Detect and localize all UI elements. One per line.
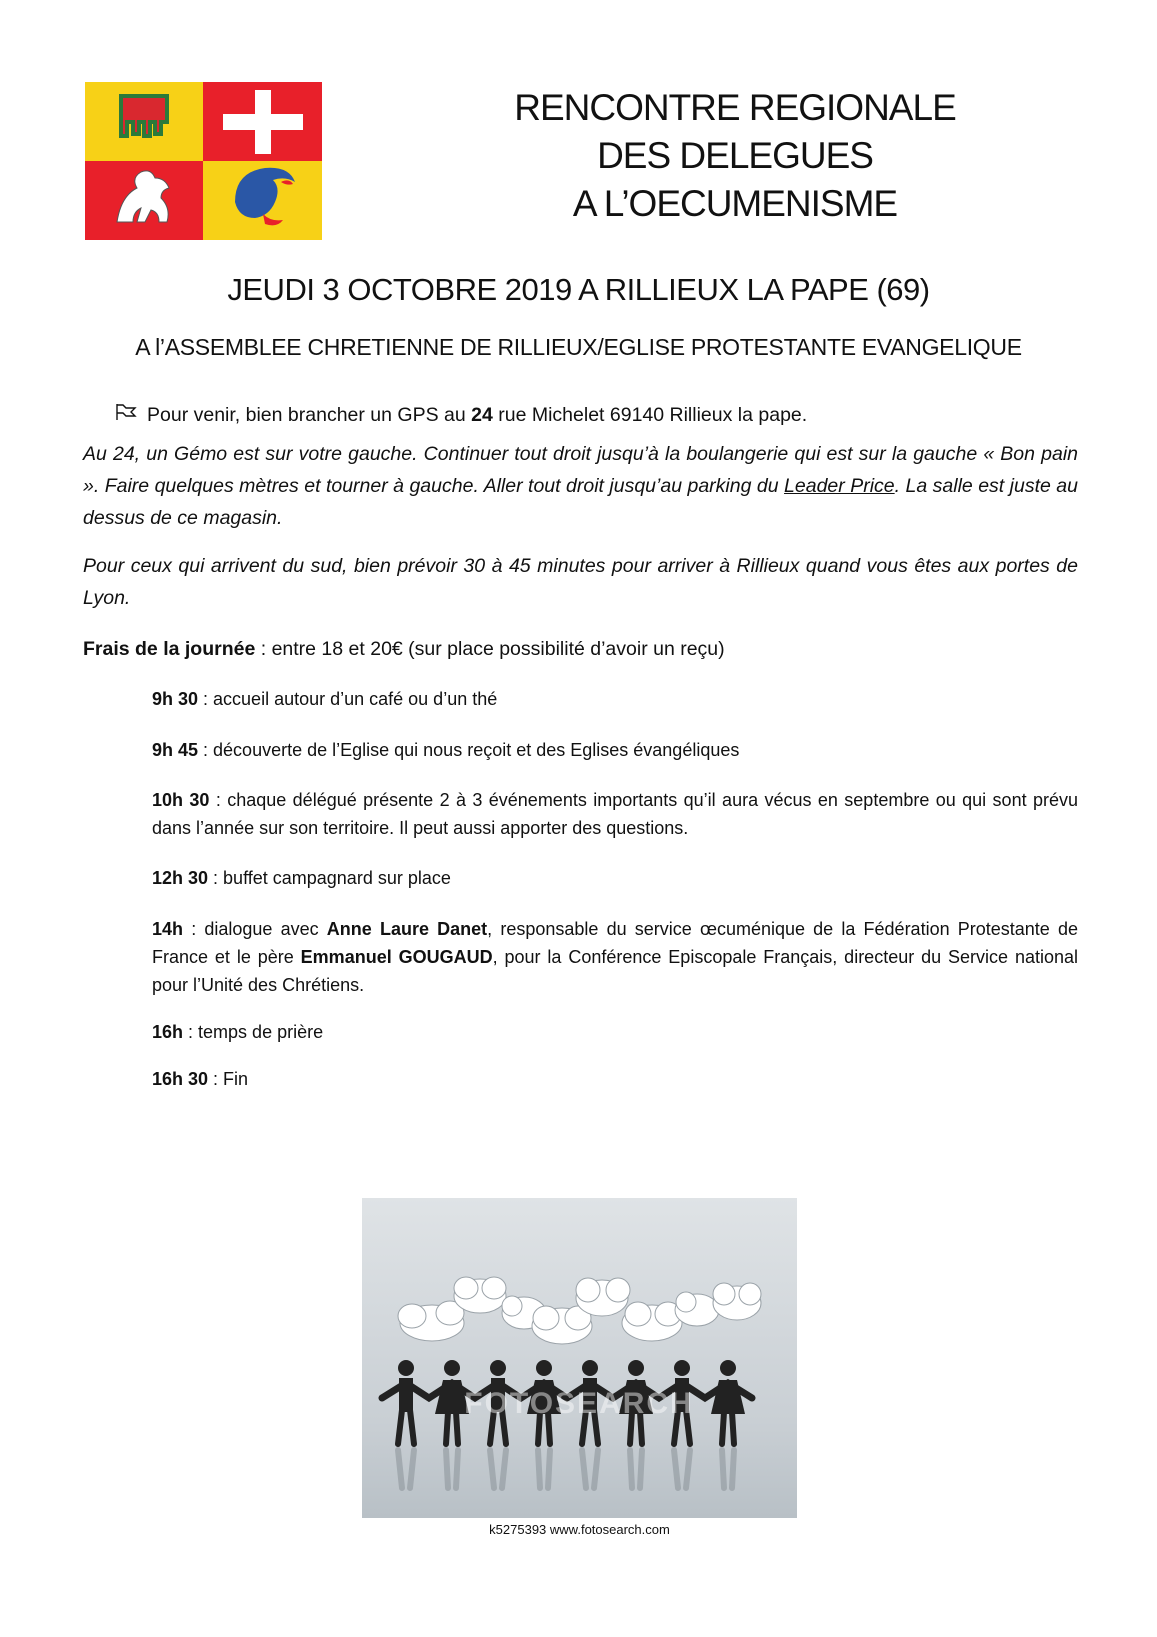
title-line-2: DES DELEGUES <box>597 135 873 176</box>
schedule-text: : accueil autour d’un café ou d’un thé <box>198 689 498 709</box>
title-line-1: RENCONTRE REGIONALE <box>514 87 956 128</box>
schedule-item-4 <box>152 864 1078 892</box>
schedule-item-5 <box>152 915 1078 999</box>
schedule-item-3 <box>152 786 1078 842</box>
schedule-time: 9h 30 <box>152 689 199 709</box>
schedule-time: 14h <box>152 919 184 939</box>
gps-number: 24 <box>471 404 493 426</box>
route-text: Au 24, un Gémo est sur votre gauche. Continuer tout droit jusqu’à la boulangerie qui est sur la gauche « Bon pain ». Faire quelques mètres et tourner à gauche. Aller tout droit jusqu’au parking du <box>83 443 1078 497</box>
schedule-text: , pour la Conférence Episcopale Français, directeur du Service national pour l’Unité des Chrétiens. <box>152 947 1079 995</box>
document-title <box>420 84 1050 228</box>
gps-text-pre: Pour venir, bien brancher un GPS au <box>147 404 472 426</box>
schedule-time: 9h 45 <box>152 740 199 760</box>
speaker-name: Anne Laure Danet <box>326 919 488 939</box>
route-paragraph <box>83 438 1078 534</box>
schedule-item-2 <box>152 736 1078 764</box>
fees-label: Frais de la journée <box>83 638 256 660</box>
schedule-text: , responsable du service œcuménique de la Fédération Protestante de France et le père <box>152 919 1079 967</box>
title-line-3: A L’OECUMENISME <box>572 183 898 224</box>
flag-bullet-icon <box>115 403 141 427</box>
schedule-time: 16h 30 <box>152 1069 209 1089</box>
schedule-item-7 <box>152 1065 1078 1093</box>
image-caption: k5275393 www.fotosearch.com <box>489 1522 670 1537</box>
schedule-time: 16h <box>152 1022 184 1042</box>
schedule-text: : temps de prière <box>183 1022 324 1042</box>
regional-flag-logo <box>85 82 322 240</box>
gps-directions <box>115 403 807 427</box>
schedule-text: : chaque délégué présente 2 à 3 événements importants qu’il aura vécus en septembre ou qui sont prévu dans l’année sur son territoire. Il peut aussi apporter des questions. <box>152 790 1078 838</box>
gps-text-post: rue Michelet 69140 Rillieux la pape. <box>492 404 808 426</box>
schedule-time: 10h 30 <box>152 790 210 810</box>
people-holding-hands-illustration <box>362 1198 797 1518</box>
south-arrival-paragraph: Pour ceux qui arrivent du sud, bien prévoir 30 à 45 minutes pour arriver à Rillieux quand vous êtes aux portes de Lyon. <box>83 555 1078 609</box>
speaker-name: Emmanuel GOUGAUD <box>300 947 493 967</box>
route-text-end: . La salle est juste au dessus de ce magasin. <box>83 475 1078 529</box>
schedule-item-6 <box>152 1018 1078 1046</box>
schedule-text: : buffet campagnard sur place <box>208 868 451 888</box>
fees-line <box>83 633 1078 665</box>
schedule-time: 12h 30 <box>152 868 209 888</box>
schedule-item-1 <box>152 685 1078 713</box>
leader-price-text: Leader Price <box>784 475 895 497</box>
event-venue: A l’ASSEMBLEE CHRETIENNE DE RILLIEUX/EGLISE PROTESTANTE EVANGELIQUE <box>135 334 1022 360</box>
fees-text: : entre 18 et 20€ (sur place possibilité d’avoir un reçu) <box>255 638 725 660</box>
schedule-text: : dialogue avec <box>183 919 327 939</box>
event-date-location: JEUDI 3 OCTOBRE 2019 A RILLIEUX LA PAPE (69) <box>227 272 930 307</box>
schedule-text: : Fin <box>208 1069 249 1089</box>
watermark-text: FOTOSEARCH <box>464 1387 694 1420</box>
schedule-text: : découverte de l’Eglise qui nous reçoit et des Eglises évangéliques <box>198 740 740 760</box>
